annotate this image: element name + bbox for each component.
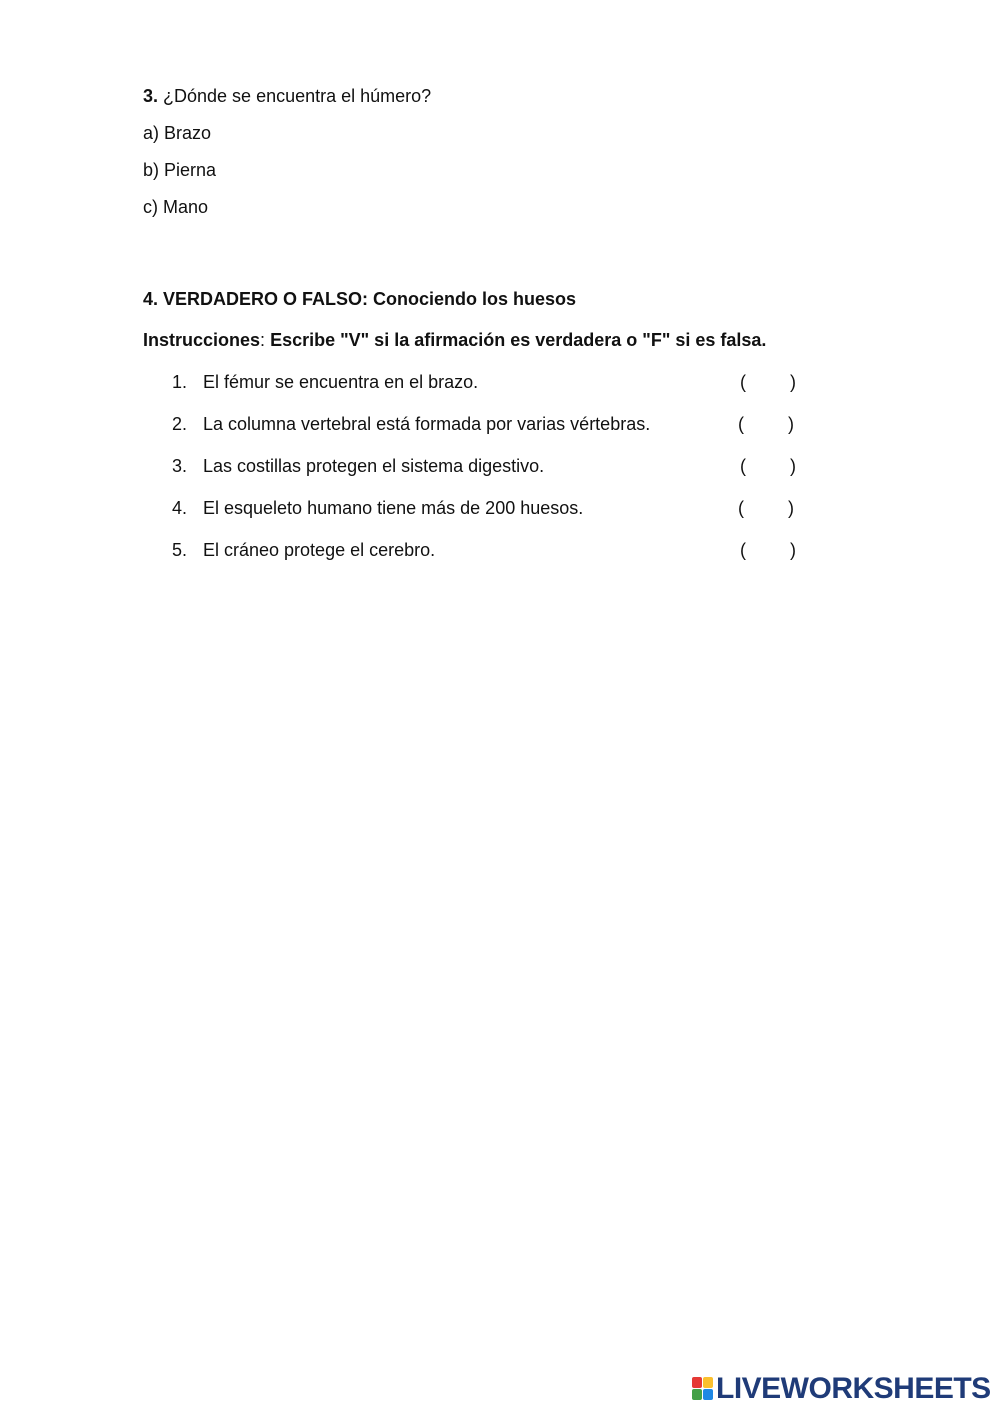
tf-answer-box-3[interactable] (740, 455, 796, 479)
tf-answer-box-4[interactable] (738, 497, 794, 521)
tf-item-text: El cráneo protege el cerebro. (203, 540, 436, 560)
logo-square-blue (703, 1389, 713, 1400)
logo-mark-icon (692, 1377, 714, 1401)
tf-item-number: 2. (172, 414, 188, 434)
question-number: 3. (143, 86, 159, 106)
option-b[interactable]: b) Pierna (143, 160, 217, 180)
paren-close: ) (788, 414, 794, 434)
paren-open: ( (740, 456, 746, 476)
tf-answer-box-2[interactable] (738, 413, 794, 437)
tf-item-number: 3. (172, 456, 188, 476)
tf-item-4 (0, 497, 999, 521)
liveworksheets-logo (692, 1372, 991, 1406)
option-a[interactable]: a) Brazo (143, 123, 212, 143)
tf-item-number: 5. (172, 540, 188, 560)
paren-close: ) (790, 372, 796, 392)
paren-open: ( (738, 498, 744, 518)
paren-open: ( (738, 414, 744, 434)
instructions-text: Escribe "V" si la afirmación es verdadera o "F" si es falsa. (270, 330, 767, 350)
question-3 (143, 85, 431, 107)
tf-item-text: El fémur se encuentra en el brazo. (203, 372, 479, 392)
logo-square-yellow (703, 1377, 713, 1388)
paren-open: ( (740, 540, 746, 560)
tf-item-2 (0, 413, 999, 437)
section-title: 4. VERDADERO O FALSO: Conociendo los huesos (143, 289, 577, 309)
instructions-separator: : (260, 330, 271, 350)
paren-close: ) (788, 498, 794, 518)
tf-item-3 (0, 455, 999, 479)
logo-square-red (692, 1377, 702, 1388)
tf-item-1 (0, 371, 999, 395)
logo-text: LIVEWORKSHEETS (716, 1372, 991, 1405)
tf-item-5 (0, 539, 999, 563)
paren-open: ( (740, 372, 746, 392)
tf-answer-box-1[interactable] (740, 371, 796, 395)
paren-close: ) (790, 456, 796, 476)
option-c[interactable]: c) Mano (143, 197, 209, 217)
tf-item-number: 1. (172, 372, 188, 392)
tf-answer-box-5[interactable] (740, 539, 796, 563)
tf-item-text: La columna vertebral está formada por varias vértebras. (203, 414, 651, 434)
instructions (143, 329, 766, 351)
tf-item-text: El esqueleto humano tiene más de 200 huesos. (203, 498, 584, 518)
instructions-label: Instrucciones (143, 330, 261, 350)
tf-item-number: 4. (172, 498, 188, 518)
paren-close: ) (790, 540, 796, 560)
tf-item-text: Las costillas protegen el sistema digestivo. (203, 456, 545, 476)
question-text: ¿Dónde se encuentra el húmero? (158, 86, 432, 106)
logo-square-green (692, 1389, 702, 1400)
